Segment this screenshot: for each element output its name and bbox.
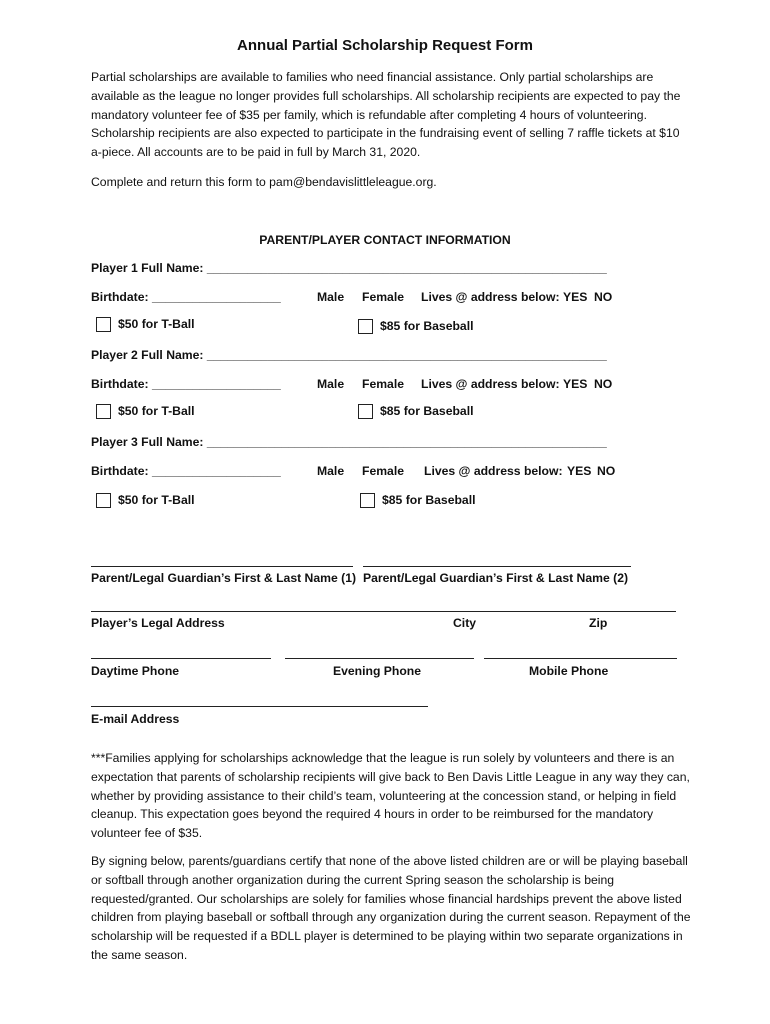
player3-lives-label: Lives @ address below: [424, 464, 563, 478]
player2-female-option[interactable]: Female [362, 377, 405, 391]
player1-female-option[interactable]: Female [362, 290, 405, 304]
player3-no-option[interactable]: NO [597, 464, 616, 478]
guardian1-label: Parent/Legal Guardian’s First & Last Name (1) [91, 571, 357, 585]
player1-tball-option[interactable] [96, 317, 195, 332]
tball-label: $50 for T-Ball [118, 317, 195, 331]
daytime-phone-label: Daytime Phone [91, 664, 180, 678]
player1-no-option[interactable]: NO [594, 290, 613, 304]
return-instructions: Complete and return this form to pam@bendavislittleleague.org. [91, 175, 437, 189]
player2-yes-option[interactable]: YES [563, 377, 588, 391]
player1-yes-option[interactable]: YES [563, 290, 588, 304]
player2-name-field[interactable]: Player 2 Full Name: ___________________________________________________________ [91, 348, 607, 362]
evening-phone-label: Evening Phone [333, 664, 422, 678]
player2-birthdate-field[interactable]: Birthdate: ___________________ [91, 377, 281, 391]
checkbox-icon[interactable] [96, 493, 111, 508]
player1-lives-label: Lives @ address below: [421, 290, 560, 304]
baseball-label: $85 for Baseball [382, 493, 476, 507]
player2-baseball-option[interactable] [358, 404, 473, 419]
player3-yes-option[interactable]: YES [567, 464, 592, 478]
checkbox-icon[interactable] [96, 317, 111, 332]
checkbox-icon[interactable] [358, 319, 373, 334]
section-heading: PARENT/PLAYER CONTACT INFORMATION [259, 233, 511, 247]
player2-male-option[interactable]: Male [317, 377, 345, 391]
player2-lives-label: Lives @ address below: [421, 377, 560, 391]
player3-tball-option[interactable] [96, 493, 195, 508]
player2-tball-option[interactable] [96, 404, 195, 419]
player3-male-option[interactable]: Male [317, 464, 345, 478]
mobile-phone-line[interactable] [484, 658, 677, 659]
city-label: City [453, 616, 477, 630]
baseball-label: $85 for Baseball [380, 404, 474, 418]
player3-baseball-option[interactable] [360, 493, 475, 508]
player3-birthdate-field[interactable]: Birthdate: ___________________ [91, 464, 281, 478]
player1-male-option[interactable]: Male [317, 290, 345, 304]
checkbox-icon[interactable] [96, 404, 111, 419]
guardian2-signature-line[interactable] [363, 566, 631, 567]
email-label: E-mail Address [91, 712, 180, 726]
baseball-label: $85 for Baseball [380, 319, 474, 333]
checkbox-icon[interactable] [360, 493, 375, 508]
certification-paragraph: By signing below, parents/guardians certify that none of the above listed children are or will be playing baseball or softball through another organization during the current Spring season the scholarship is being requested/granted. Our scholarships are solely for families whose financial hardships prevent the above listed children from playing baseball or softball through any organization during the current season. Repayment of the scholarship will be requested if a BDLL player is determined to be playing within two separate organizations in the same season. [91, 854, 691, 962]
player1-birthdate-field[interactable]: Birthdate: ___________________ [91, 290, 281, 304]
checkbox-icon[interactable] [358, 404, 373, 419]
evening-phone-line[interactable] [285, 658, 474, 659]
acknowledgement-paragraph: ***Families applying for scholarships acknowledge that the league is run solely by volunteers and there is an expectation that parents of scholarship recipients will give back to Ben Davis Little League in any way they can, whether by providing assistance to their child’s team, volunteering at the concession stand, or helping in field cleanup. This expectation goes beyond the required 4 hours in order to be reimbursed for the mandatory volunteer fee of $35. [91, 751, 690, 841]
player3-name-field[interactable]: Player 3 Full Name: ___________________________________________________________ [91, 435, 607, 449]
player1-baseball-option[interactable] [358, 319, 473, 334]
mobile-phone-label: Mobile Phone [529, 664, 609, 678]
player1-name-field[interactable]: Player 1 Full Name: ___________________________________________________________ [91, 261, 607, 275]
email-line[interactable] [91, 706, 428, 707]
guardian2-label: Parent/Legal Guardian’s First & Last Name (2) [363, 571, 629, 585]
tball-label: $50 for T-Ball [118, 404, 195, 418]
daytime-phone-line[interactable] [91, 658, 271, 659]
guardian1-signature-line[interactable] [91, 566, 353, 567]
intro-paragraph: Partial scholarships are available to families who need financial assistance. Only partial scholarships are available as the league no longer provides full scholarships. All scholarship recipients are expected to pay the mandatory volunteer fee of $35 per family, which is refundable after completing 4 hours of volunteering. Scholarship recipients are also expected to participate in the fundraising event of selling 7 raffle tickets at $10 a-piece. All accounts are to be paid in full by March 31, 2020. [91, 70, 681, 160]
player3-female-option[interactable]: Female [362, 464, 405, 478]
player2-no-option[interactable]: NO [594, 377, 613, 391]
form-title: Annual Partial Scholarship Request Form [237, 37, 533, 54]
address-line[interactable] [91, 611, 676, 612]
zip-label: Zip [589, 616, 608, 630]
address-label: Player’s Legal Address [91, 616, 225, 630]
tball-label: $50 for T-Ball [118, 493, 195, 507]
